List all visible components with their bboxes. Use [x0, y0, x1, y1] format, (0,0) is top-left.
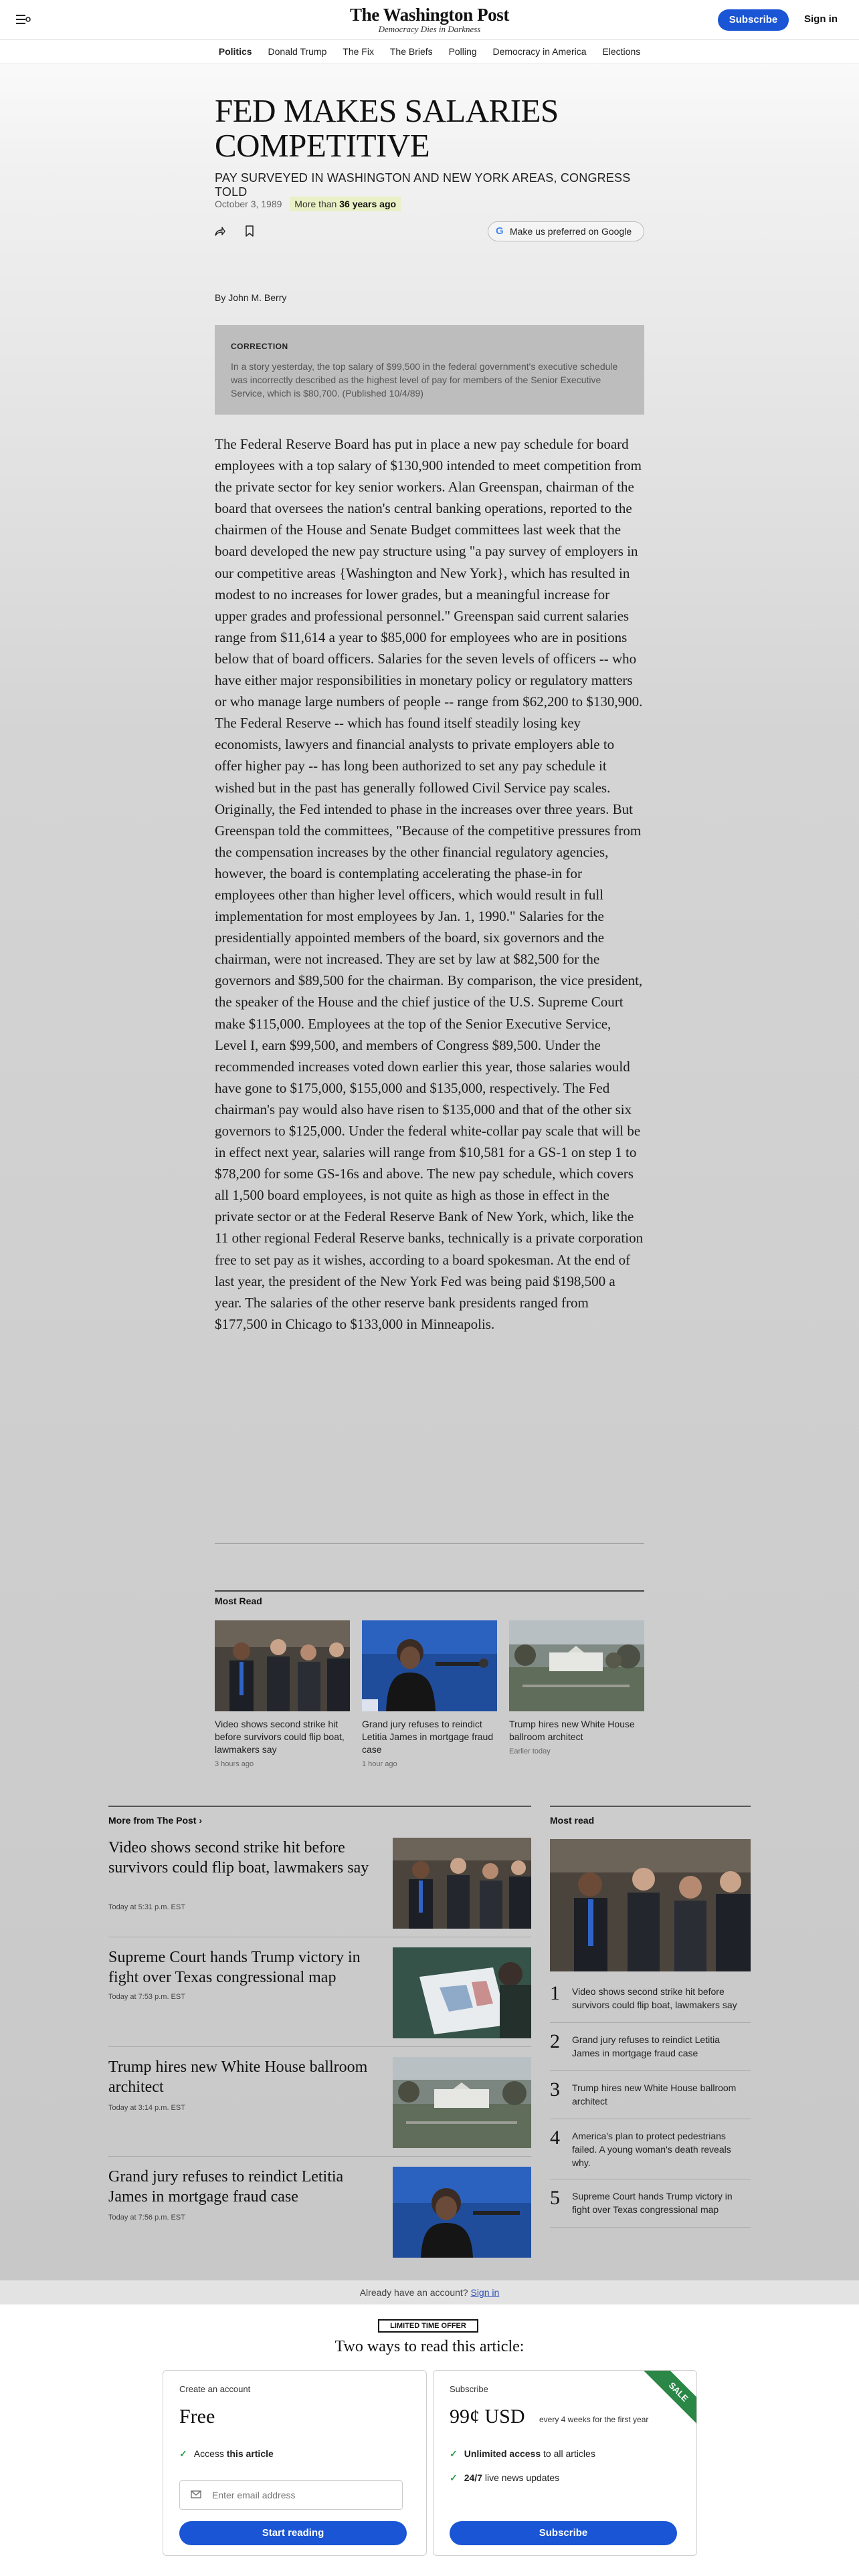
age-value: 36 years ago: [339, 199, 397, 209]
byline: By John M. Berry: [215, 292, 287, 303]
nav-item-the-briefs[interactable]: The Briefs: [389, 46, 433, 57]
paid-plan-card: [433, 2370, 697, 2556]
more-from-story[interactable]: [108, 1838, 531, 1929]
more-from-label: More from The Post: [108, 1815, 197, 1826]
story-timestamp: 3 hours ago: [215, 1760, 254, 1768]
nav-item-the-fix[interactable]: The Fix: [343, 46, 374, 57]
logo-name: The Washington Post: [350, 5, 509, 25]
divider: [215, 1543, 644, 1544]
most-read-item[interactable]: [550, 1983, 751, 2013]
sale-ribbon: SALE: [636, 2370, 697, 2434]
checkmark-icon: ✓: [450, 2472, 458, 2483]
nav-item-elections[interactable]: Elections: [602, 46, 641, 57]
bookmark-icon[interactable]: [245, 225, 254, 237]
story-title[interactable]: Video shows second strike hit before survivors could flip boat, lawmakers say: [215, 1719, 345, 1755]
share-icon[interactable]: [215, 226, 225, 237]
signin-link[interactable]: Sign in: [804, 13, 838, 25]
most-read-item[interactable]: [550, 2080, 751, 2109]
story-title[interactable]: Trump hires new White House ballroom architect: [509, 1719, 635, 1742]
rank-number: 2: [550, 2030, 560, 2052]
nav-item-polling[interactable]: Polling: [448, 46, 477, 57]
rank-number: 1: [550, 1982, 560, 2004]
story-timestamp: Today at 7:56 p.m. EST: [108, 2214, 185, 2222]
already-text: Already have an account?: [359, 2287, 468, 2298]
most-read-item[interactable]: [550, 2188, 751, 2218]
story-thumbnail: [362, 1620, 497, 1711]
most-read-sidebar-title: Most read: [550, 1806, 751, 1826]
plan-feature: [450, 2472, 559, 2484]
feature-bold: this article: [226, 2448, 274, 2459]
plan-label: Subscribe: [450, 2384, 488, 2394]
google-icon: G: [496, 225, 504, 237]
preferred-label: Make us preferred on Google: [510, 226, 632, 237]
plan-price: Free: [179, 2405, 215, 2428]
article-age-badge: [290, 197, 401, 211]
more-from-story[interactable]: [108, 2167, 531, 2258]
article-subhead: PAY SURVEYED IN WASHINGTON AND NEW YORK AREAS, CONGRESS TOLD: [215, 171, 631, 199]
most-read-headline[interactable]: America's plan to protect pedestrians failed. A young woman's death reveals why.: [572, 2131, 731, 2168]
story-timestamp: Today at 7:53 p.m. EST: [108, 1993, 185, 2001]
story-thumbnail: [509, 1620, 644, 1711]
most-read-headline[interactable]: Grand jury refuses to reindict Letitia James in mortgage fraud case: [572, 2034, 720, 2058]
most-read-headline[interactable]: Supreme Court hands Trump victory in fight over Texas congressional map: [572, 2191, 733, 2215]
plan-feature: [450, 2448, 595, 2460]
story-thumbnail: [393, 2167, 531, 2258]
feature-bold: 24/7: [464, 2472, 482, 2483]
divider: [215, 1590, 644, 1592]
story-headline[interactable]: Grand jury refuses to reindict Letitia James in mortgage fraud case: [108, 2168, 344, 2206]
most-read-item[interactable]: [550, 2032, 751, 2061]
start-reading-button[interactable]: Start reading: [179, 2521, 407, 2545]
story-title[interactable]: Grand jury refuses to reindict Letitia James in mortgage fraud case: [362, 1719, 494, 1755]
most-read-headline[interactable]: Video shows second strike hit before survivors could flip boat, lawmakers say: [572, 1986, 737, 2010]
story-headline[interactable]: Video shows second strike hit before survivors could flip boat, lawmakers say: [108, 1839, 369, 1876]
feature-bold: Unlimited access: [464, 2448, 541, 2459]
paywall-signin-link[interactable]: Sign in: [470, 2287, 500, 2298]
correction-text: In a story yesterday, the top salary of $99,500 in the federal government's executive schedule was incorrectly described as the highest level of pay for members of the Senior Executive Service, which is $80,700. (Published 10/4/89): [231, 361, 618, 399]
email-placeholder: Enter email address: [212, 2490, 296, 2500]
correction-title: CORRECTION: [231, 342, 288, 351]
rank-number: 5: [550, 2187, 560, 2209]
feature-text: to all articles: [541, 2448, 595, 2459]
preferred-on-google-button[interactable]: [488, 221, 644, 241]
story-timestamp: Today at 5:31 p.m. EST: [108, 1903, 185, 1911]
divider: [550, 2070, 751, 2071]
story-thumbnail: [215, 1620, 350, 1711]
mail-icon: [191, 2490, 201, 2498]
free-plan-card: [163, 2370, 427, 2556]
email-field[interactable]: [179, 2480, 403, 2510]
most-read-headline[interactable]: Trump hires new White House ballroom architect: [572, 2082, 737, 2107]
story-thumbnail: [393, 2057, 531, 2148]
plan-label: Create an account: [179, 2384, 251, 2394]
story-headline[interactable]: Trump hires new White House ballroom architect: [108, 2058, 368, 2096]
subscribe-button[interactable]: Subscribe: [718, 9, 789, 31]
most-read-lead-image[interactable]: [550, 1839, 751, 1971]
already-have-account-bar: [0, 2280, 859, 2304]
more-from-story[interactable]: [108, 1947, 531, 2038]
checkmark-icon: ✓: [450, 2448, 458, 2459]
most-read-card[interactable]: [215, 1620, 350, 1768]
most-read-title: Most Read: [215, 1596, 262, 1606]
story-timestamp: 1 hour ago: [362, 1760, 397, 1768]
most-read-card[interactable]: [509, 1620, 644, 1755]
most-read-item[interactable]: [550, 2128, 751, 2171]
divider: [550, 2227, 751, 2228]
rank-number: 4: [550, 2127, 560, 2149]
divider: [108, 2156, 531, 2157]
chevron-right-icon: ›: [199, 1815, 203, 1826]
article-meta: [215, 197, 644, 211]
checkmark-icon: ✓: [179, 2448, 187, 2459]
logo-tagline: Democracy Dies in Darkness: [378, 24, 481, 34]
subscribe-plan-button[interactable]: Subscribe: [450, 2521, 677, 2545]
more-from-post-title[interactable]: [108, 1806, 531, 1826]
divider: [550, 2022, 751, 2023]
most-read-card[interactable]: [362, 1620, 497, 1768]
nav-item-donald-trump[interactable]: Donald Trump: [268, 46, 327, 57]
feature-text: Access: [193, 2448, 227, 2459]
site-header: [0, 0, 859, 40]
story-thumbnail: [393, 1947, 531, 2038]
more-from-story[interactable]: [108, 2057, 531, 2148]
story-headline[interactable]: Supreme Court hands Trump victory in fight over Texas congressional map: [108, 1949, 361, 1986]
plan-period: every 4 weeks for the first year: [539, 2415, 649, 2424]
rank-number: 3: [550, 2078, 560, 2101]
nav-item-democracy-in-america[interactable]: Democracy in America: [492, 46, 587, 57]
limited-offer-badge: LIMITED TIME OFFER: [378, 2319, 478, 2333]
article-body: The Federal Reserve Board has put in place a new pay schedule for board employees with a top salary of $130,900 intended to meet competition from the private sector for key senior workers. Alan Greenspan, chairman of the board that oversees the nation's central banking operations, reported to the chairmen of the House and Senate Budget committees last week that the board developed the new pay structure using "a pay survey of employers in our competitive areas {Washington and New York}, which has resulted in modest to no increases for lower grades, but a meaningful increase for upper grades and professional personnel." Greenspan said current salaries range from $11,614 a year to $85,000 for employees who are in positions below that of board officers. Salaries for the seven levels of officers -- who have either major responsibilities in monetary policy or regulatory matters or who manage large numbers of people -- range from $62,200 to $130,900. The Federal Reserve -- which has found itself steadily losing key economists, lawyers and financial analysts to private employers able to offer higher pay -- has long been authorized to set any pay schedule it wished but in the past has generally followed Civil Service pay scales. Originally, the Fed intended to phase in the increases over three years. But Greenspan told the committees, "Because of the competitive pressures from the compensation increases by the other financial regulatory agencies, however, the board is contemplating accelerating the phase-in for employees other than higher level officers, which would result in full implementation for most employees by Jan. 1, 1990." Salaries for the presidentially appointed members of the board, six governors and the chairman, were not increased. They are set by law at $82,500 for the governors and $89,500 for the chairman. By comparison, the vice president, the speaker of the House and the chief justice of the U.S. Supreme Court make $115,000. Employees at the top of the Senior Executive Service, Level I, earn $99,500, and members of Congress $89,500. Under the recommended increases voted down earlier this year, those salaries would have gone to $175,000, $155,000 and $135,000, respectively. The Fed chairman's pay would also have risen to $135,000 and that of the other six governors to $125,000. Under the federal white-collar pay scale that will be in effect next year, salaries will range from $10,581 for a GS-1 on step 1 to $78,200 for some GS-16s and above. The new pay schedule, which covers all 1,500 board employees, is not quite as high as those in effect in the private sector or at the Federal Reserve Bank of New York, which, like the 11 other regional Federal Reserve banks, technically is a private corporation free to set pay as it wishes, according to a board spokesman. At the end of last year, the president of the New York Fed was being paid $198,500 a year. The salaries of the other reserve bank presidents ranged from $177,500 in Chicago to $133,000 in Minneapolis.: [215, 436, 644, 1332]
story-thumbnail: [393, 1838, 531, 1929]
correction-box: [215, 325, 644, 415]
story-timestamp: Earlier today: [509, 1747, 551, 1755]
feature-text: live news updates: [482, 2472, 560, 2483]
paywall-title: Two ways to read this article:: [335, 2338, 524, 2355]
plan-feature: [179, 2448, 274, 2460]
plan-price: 99¢ USD: [450, 2405, 525, 2428]
section-nav: [0, 40, 859, 64]
age-prefix: More than: [294, 199, 337, 209]
publish-date: October 3, 1989: [215, 199, 282, 209]
nav-item-politics[interactable]: Politics: [218, 46, 252, 57]
article-headline: FED MAKES SALARIES COMPETITIVE: [215, 92, 559, 164]
divider: [108, 2046, 531, 2047]
story-timestamp: Today at 3:14 p.m. EST: [108, 2104, 185, 2112]
